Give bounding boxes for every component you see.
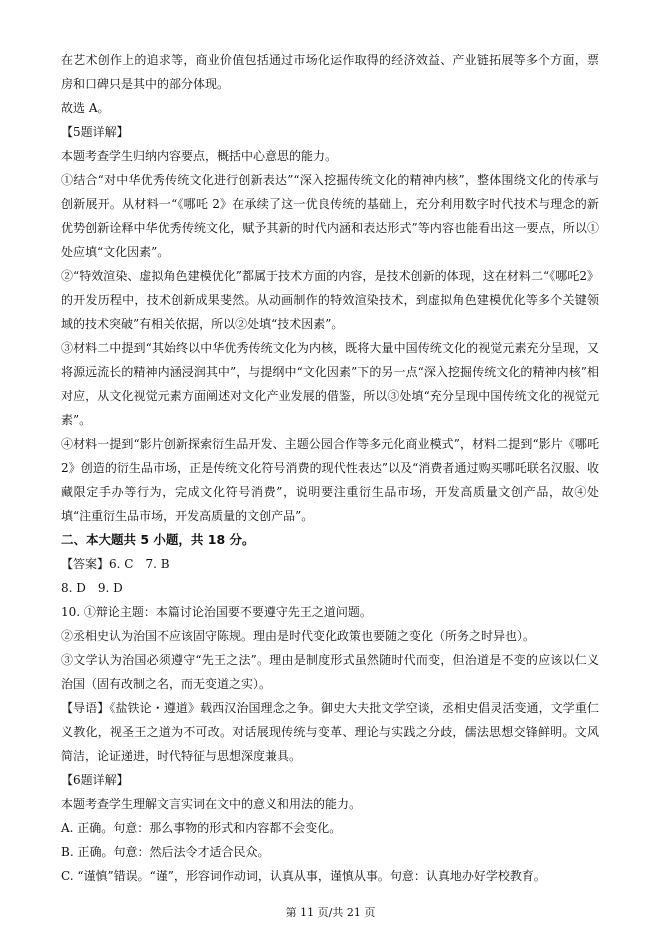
q5-point-3: ③材料二中提到“其始终以中华优秀传统文化为内核，既将大量中国传统文化的视觉元素充分呈现，又将源远流长的精神内涵浸润其中”，与提纲中“文化因素”下的另一点“深入挖掘传统文化的精神内核”相对应，从文化视觉元素方面阐述对文化产业发展的借鉴，所以③处填“充分呈现中国传统文化的视觉元素”。 [61, 341, 599, 427]
answer-10-part-2: ②丞相史认为治国不应该固守陈规。理由是时代变化政策也要随之变化（所务之时异也）。 [61, 629, 536, 643]
q5-intro: 本题考查学生归纳内容要点，概括中心意思的能力。 [61, 149, 338, 163]
section-label-q6: 【6题详解】 [61, 773, 129, 787]
q6-option-a: A. 正确。句意：那么事物的形式和内容都不会变化。 [61, 821, 342, 835]
q6-option-b: B. 正确。句意：然后法令才适合民众。 [61, 845, 270, 859]
q5-point-2: ②“特效渲染、虚拟角色建模优化”都属于技术方面的内容，是技术创新的体现，这在材料二“《哪吒2》的开发历程中，技术创新成果斐然。从动画制作的特效渲染技术，到虚拟角色建模优化等多个关键领域的技术突破”有相关依据，所以②处填“技术因素”。 [61, 269, 599, 331]
page-footer: 第 11 页/共 21 页 [285, 906, 376, 919]
q5-point-1: ①结合“对中华优秀传统文化进行创新表达”“深入挖掘传统文化的精神内核”，整体围绕文化的传承与创新展开。从材料一“《哪吒 2》在承续了这一优良传统的基础上，充分利用数字时代技术与理念的新优势创新诠释中华优秀传统文化，赋予其新的时代内涵和表达形式”等内容也能看出这一要点，所以①处应填“文化因素”。 [61, 173, 599, 259]
answers-6-7: 【答案】6. C 7. B [61, 557, 170, 571]
q5-point-4: ④材料一提到“影片创新探索衍生品开发、主题公园合作等多元化商业模式”，材料二提到“影片《哪吒2》创造的衍生品市场，正是传统文化符号消费的现代性表达”以及“消费者通过购买哪吒联名汉服、收藏限定手办等行为，完成文化符号消费”，说明要注重衍生品市场，开发高质量文创产品，故④处填“注重衍生品市场，开发高质量的文创产品”。 [61, 437, 599, 523]
section-heading-2: 二、本大题共 5 小题，共 18 分。 [61, 532, 255, 547]
guide-paragraph: 【导语】《盐铁论・遵道》载西汉治国理念之争。御史大夫批文学空谈，丞相史倡灵活变通，文学重仁义教化，视圣王之道为不可改。对话展现传统与变革、理论与实践之分歧，儒法思想交锋鲜明。文风简洁，论证递进，时代特征与思想深度兼具。 [61, 701, 599, 763]
answer-10-part-1: 10. ①辩论主题：本篇讨论治国要不要遵守先王之道问题。 [61, 605, 372, 619]
answers-8-9: 8. D 9. D [61, 581, 123, 595]
q6-intro: 本题考查学生理解文言实词在文中的意义和用法的能力。 [61, 797, 362, 811]
section-label-q5: 【5题详解】 [61, 125, 129, 139]
answer-line: 故选 A。 [61, 101, 110, 115]
paragraph-continuation: 在艺术创作上的追求等，商业价值包括通过市场化运作取得的经济效益、产业链拓展等多个方面，票房和口碑只是其中的部分体现。 [61, 53, 599, 91]
answer-10-part-3: ③文学认为治国必须遵守“先王之法”。理由是制度形式虽然随时代而变，但治道是不变的应该以仁义治国（固有改制之名，而无变道之实）。 [61, 653, 599, 691]
q6-option-c: C. “谨慎”错误。“谨”，形容词作动词，认真从事，谨慎从事。句意：认真地办好学校教育。 [61, 869, 546, 883]
